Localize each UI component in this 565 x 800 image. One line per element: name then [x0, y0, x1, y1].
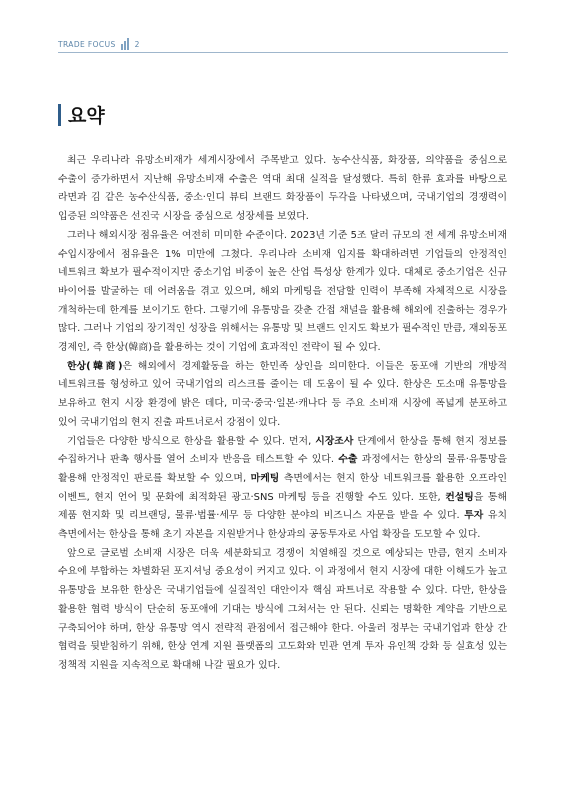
text-run: 은 해외에서 경제활동을 하는 한민족 상인을 의미한다. 이들은 동포애 기반의 개방적 네트워크를 형성하고 있어 국내기업의 리스크를 줄이는 데 도움이 될 수 있다. 한상은 도소매 유통망을 보유하고 현지 시장 환경에 밝은 데다, 미국·중국·일본·캐나다 등 주요 소비재 시장에 폭넓게 분포하고 있어 국내기업의 현지 진출 파트너로서 강점이 있다.: [58, 360, 508, 428]
text-run: 그러나 해외시장 점유율은 여전히 미미한 수준이다. 2023년 기준 5조 달러 규모의 전 세계 유망소비재 수입시장에서 점유율은 1% 미만에 그쳤다. 우리나라 소비재 입지를 확대하려면 기업들의 안정적인 네트워크 확보가 필수적이지만 중소기업 비중이 높은 산업 특성상 한계가 있다. 대체로 중소기업은 신규 바이어를 발굴하는 데 어려움을 겪고 있으며, 해외 마케팅을 전담할 인력이 부족해 자체적으로 시장을 개척하는데 한계를 보이기도 한다. 그렇기에 유통망을 갖춘 간접 채널을 활용해 해외에 진출하는 경우가 많다. 그러나 기업의 장기적인 성장을 위해서는 유통망 및 브랜드 인지도 확보가 필수적인 만큼, 재외동포 경제인, 즉 한상(韓商)을 활용하는 것이 기업에 효과적인 전략이 될 수 있다.: [58, 229, 507, 354]
bold-term: 수출: [338, 454, 358, 466]
header-divider: [58, 52, 508, 53]
text-run: 단계에서 한상을 통해 현지 정보를 수집하거나 판촉 행사를 열어 소비자 반응을 테스트할 수 있다.: [58, 435, 507, 466]
paragraph-3: [58, 358, 507, 433]
page-number: 2: [134, 39, 140, 49]
header-bars-icon: [121, 38, 130, 50]
section-marker: [58, 104, 61, 126]
paragraph-2: [58, 227, 507, 358]
bold-term: 마케팅: [250, 472, 280, 484]
header-title: TRADE FOCUS: [58, 39, 116, 49]
bold-term: 시장조사: [315, 435, 354, 447]
bold-term: 투자: [464, 510, 484, 522]
text-run: 측면에서는 현지 한상 네트워크를 활용한 오프라인 이벤트, 현지 언어 및 문화에 최적화된 광고·SNS 마케팅 등을 진행할 수도 있다. 또한,: [58, 472, 507, 503]
text-run: 을 통해 제품 현지화 및 리브랜딩, 물류·법률·세무 등 다양한 분야의 비즈니스 자문을 받을 수 있다.: [58, 491, 507, 522]
paragraph-1: [58, 152, 507, 227]
section-heading: [58, 101, 105, 128]
bold-term: 컨설팅: [445, 491, 474, 503]
text-run: 과정에서는 한상의 물류·유통망을 활용해 안정적인 판로를 확보할 수 있으며,: [58, 454, 508, 484]
text-run: 최근 우리나라 유망소비재가 세계시장에서 주목받고 있다. 농수산식품, 화장품, 의약품을 중심으로 수출이 증가하면서 지난해 유망소비재 수출은 역대 최대 실적을 달성했다. 특히 한류 효과를 바탕으로 라면과 김 같은 농수산식품, 중소·인디 뷰티 브랜드 화장품이 두각을 나타냈으며, 국내기업의 경쟁력이 입증된 의약품은 선진국 시장을 중심으로 성장세를 보였다.: [58, 155, 507, 223]
text-run: 앞으로 글로벌 소비재 시장은 더욱 세분화되고 경쟁이 치열해질 것으로 예상되는 만큼, 현지 소비자 수요에 부합하는 차별화된 포지셔닝 중요성이 커지고 있다. 이 과정에서 현지 시장에 대한 이해도가 높고 유통망을 보유한 한상은 국내기업들에 실질적인 대안이자 핵심 파트너로 작용할 수 있다. 다만, 한상을 활용한 협력 방식이 단순히 동포애에 기대는 방식에 그쳐서는 안 된다. 신뢰는 명확한 계약을 기반으로 구축되어야 하며, 한상 유통망 역시 전략적 관점에서 접근해야 한다. 아울러 정부는 국내기업과 한상 간 협력을 뒷받침하기 위해, 한상 연계 지원 플랫폼의 고도화와 민관 연계 투자 유인책 강화 등 실효성 있는 정책적 지원을 지속적으로 확대해 나갈 필요가 있다.: [58, 547, 507, 671]
paragraph-4: [58, 433, 507, 545]
bold-term: 한상(韓商): [67, 360, 123, 372]
summary-body: [58, 152, 507, 676]
text-run: 기업들은 다양한 방식으로 한상을 활용할 수 있다. 먼저,: [67, 435, 316, 447]
paragraph-5: [58, 545, 507, 676]
section-title: 요약: [68, 105, 105, 127]
text-run: 유치 측면에서는 한상을 통해 초기 자본을 지원받거나 한상과의 공동투자로 사업 확장을 도모할 수 있다.: [58, 510, 507, 541]
page-header: [58, 38, 139, 50]
